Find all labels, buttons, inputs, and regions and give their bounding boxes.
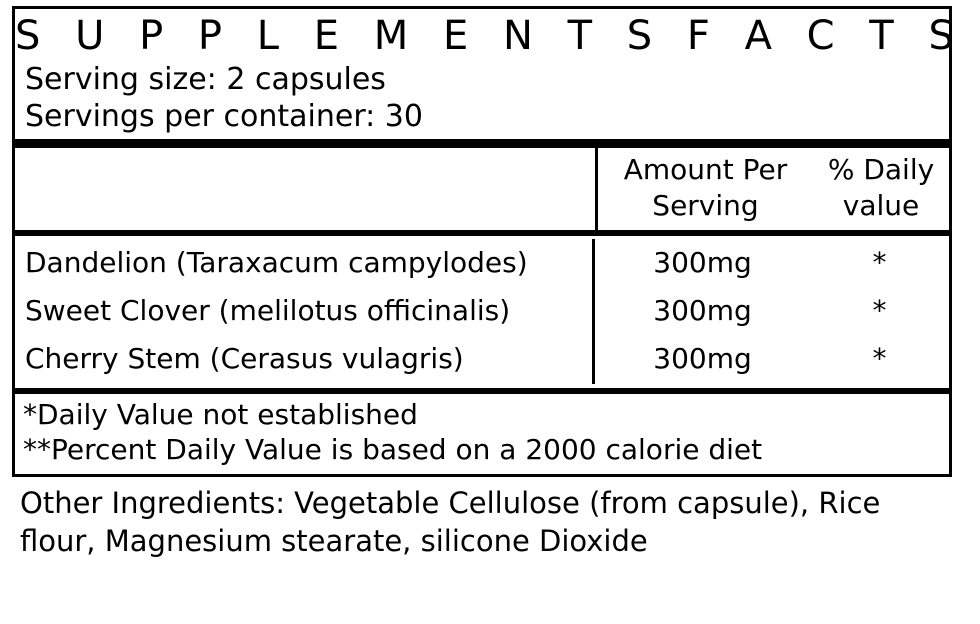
ingredient-amount-column — [595, 239, 810, 383]
table-row: * — [872, 294, 887, 328]
serving-info — [15, 61, 949, 139]
ingredient-daily-value-column — [810, 239, 949, 383]
serving-size-text: Serving size: 2 capsules — [25, 62, 386, 97]
table-row: Dandelion (Taraxacum campylodes) — [25, 246, 528, 280]
servings-per-container-text: Servings per container: 30 — [25, 99, 423, 135]
table-row: * — [872, 342, 887, 376]
header-daily-line2: value — [842, 189, 920, 223]
page-title: S U P P L E M E N T S F A C T S — [15, 13, 965, 59]
table-row: * — [872, 246, 887, 280]
footnote-daily-value: *Daily Value not established — [23, 397, 418, 431]
table-row: 300mg — [653, 294, 752, 328]
footnotes — [15, 394, 949, 475]
header-cell-amount-per-serving — [598, 148, 813, 230]
table-row: Sweet Clover (melilotus officinalis) — [25, 294, 511, 328]
table-row: Cherry Stem (Cerasus vulagris) — [25, 342, 464, 376]
supplement-facts-panel — [12, 6, 965, 561]
footnote-percent-daily-value: **Percent Daily Value is based on a 2000 calorie diet — [23, 433, 763, 467]
header-cell-daily-value — [813, 148, 949, 230]
header-amount-line1: Amount Per — [623, 153, 788, 187]
header-cell-blank — [15, 148, 598, 230]
other-ingredients-text: Other Ingredients: Vegetable Cellulose (from capsule), Rice flour, Magnesium stearate, silicone Dioxide — [20, 486, 881, 558]
ingredient-table — [15, 236, 949, 387]
table-row: 300mg — [653, 246, 752, 280]
ingredient-name-column — [15, 239, 595, 383]
table-row: 300mg — [653, 342, 752, 376]
divider-top — [15, 139, 949, 148]
supplement-facts-box — [12, 6, 965, 477]
table-header-row — [15, 148, 949, 230]
header-daily-line1: % Daily — [827, 153, 935, 187]
header-amount-line2: Serving — [652, 189, 759, 223]
